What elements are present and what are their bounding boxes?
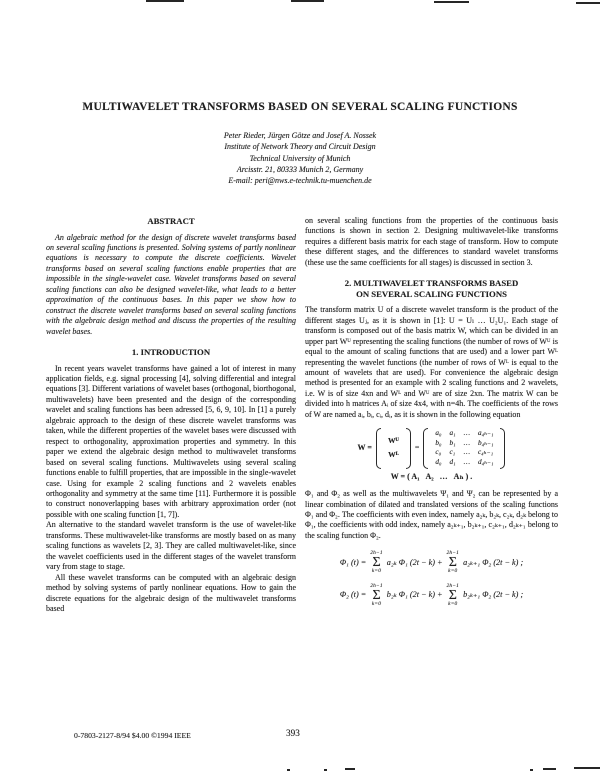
left-paren — [423, 428, 428, 468]
w-upper-lower-stack — [385, 434, 402, 462]
scan-artifact-mark — [146, 0, 184, 2]
scan-artifact-mark — [291, 0, 324, 2]
affiliation-email: E-mail: peri@nws.e-technik.tu-muenchen.de — [228, 176, 372, 186]
affiliation-address: Arcisstr. 21, 80333 Munich 2, Germany — [236, 164, 364, 174]
matrix-cell: c₁ — [449, 448, 456, 457]
matrix-cell: a₁ — [449, 429, 456, 438]
sum-lower-limit: k=0 — [371, 567, 382, 574]
sum-upper-limit: 2h−1 — [370, 550, 383, 557]
sum-lower-limit: k=0 — [448, 600, 458, 607]
abstract-text: An algebraic method for the design of discrete wavelet transforms based on several scaling functions is presented. Solving systems of partly nonlinear equations is necessary to compute the discrete coefficients. Wavelet transforms based on several scaling functions enable properties that are impossible in the single-wavelet case. Wavelet transforms based on several scaling functions can also be designed wavelet-like, what leads to a better approximation of the continuous bases. In this paper we show how to construct the discrete wavelet transforms based on several scaling functions with the algebraic design method and discuss the properties of the resulting wavelet bases. — [46, 232, 296, 336]
eq2-lhs: Φ₂ (t) = — [339, 590, 367, 600]
left-paren — [376, 428, 381, 468]
basis-matrix-equation — [305, 428, 558, 468]
abstract-heading: ABSTRACT — [147, 216, 195, 226]
matrix-cell: a₄ₕ₋₁ — [477, 429, 494, 438]
author-names: Peter Rieder, Jürgen Götze and Josef A. Nossek — [223, 131, 377, 140]
block-matrix-line: W = ( A₁ A₂ … Aₕ ) . — [390, 471, 473, 481]
introduction-paragraph-2: An alternative to the standard wavelet transform is the use of wavelet-like transforms. These multiwavelet-like transforms are mostly based on as many scaling functions as wavelets [2, 3]. They are called multiwavelet-like, since the wavelet coefficients used in the different stages of the wavelet transform vary from stage to stage. — [46, 520, 296, 572]
introduction-paragraph-1: In recent years wavelet transforms have gained a lot of interest in many application fields, e.g. signal processing [4], solving differential and integral equations [3]. Different variations of wavelet bases (orthogonal, biorthogonal, multiwavelets) have been presented and the design of the corresponding wavelet and scaling functions has been adressed [5, 6, 9, 10]. In [1] a purely algebraic approach to the design of these discrete wavelet transforms was taken, while the different properties of the wavelet bases were discussed with respect to orthogonality, approximation properties and symmetry. In this paper we extend the algebraic design method to multiwavelet transforms based on several scaling functions. Multiwavelets using several scaling functions enable to fulfill properties, that are impossible in the single-wavelet case. Using for example 2 scaling functions and 2 wavelets enables orthogonality and symmetry at the same time [11]. Furthermore it is possible to construct nonoverlapping bases with arbitrary approximation order (not possible with one scaling function [1, 7]). — [46, 363, 296, 519]
sigma-icon: Σ — [372, 587, 381, 603]
eq1-term2: a₂ₖ₊₁ Φ₂ (2t − k) ; — [463, 557, 524, 567]
author-block — [0, 130, 600, 186]
introduction-paragraph-3: All these wavelet transforms can be computed with an algebraic design method by solving systems of partly nonlinear equations. How to gain the discrete equations for the algebraic design of the multiwavelet transforms based — [46, 572, 296, 613]
scan-artifact-mark — [530, 769, 533, 771]
sum-lower-limit: k=0 — [448, 567, 458, 574]
paper-title: MULTIWAVELET TRANSFORMS BASED ON SEVERAL SCALING FUNCTIONS — [82, 101, 518, 113]
matrix-lhs: W = — [357, 443, 372, 453]
section2-heading-line1: 2. MULTIWAVELET TRANSFORMS BASED — [344, 278, 519, 289]
scan-artifact-mark — [543, 768, 556, 770]
matrix-cell: b₁ — [449, 438, 456, 447]
summation-symbol — [370, 584, 383, 607]
right-column — [305, 216, 558, 607]
scan-artifact-mark — [287, 769, 290, 771]
sum-upper-limit: 2h−1 — [446, 583, 460, 590]
continued-paragraph: on several scaling functions from the properties of the continuous basis functions is shown in section 2. Designing multiwavelet-like transforms requires a different basis matrix for each stage of transform. How to compute these different stages, and the differences to standard wavelet transforms (these use the same coefficients for all stages) is discussed in section 3. — [305, 216, 558, 267]
matrix-cell: c₄ₕ₋₁ — [477, 448, 494, 457]
sum-lower-limit: k=0 — [371, 600, 382, 607]
scan-artifact-mark — [434, 1, 469, 3]
scaling-equation-2 — [305, 584, 558, 607]
matrix-cell: b₄ₕ₋₁ — [477, 438, 494, 447]
eq1-term1: a₂ₖ Φ₁ (2t − k) + — [386, 557, 443, 567]
sigma-icon: Σ — [372, 554, 381, 570]
matrix-cell: … — [463, 438, 470, 447]
scan-artifact-mark — [576, 2, 600, 4]
matrix-cell: … — [463, 429, 470, 438]
page-number: 393 — [286, 728, 300, 738]
introduction-heading: 1. INTRODUCTION — [131, 347, 211, 358]
section2-heading-line2: ON SEVERAL SCALING FUNCTIONS — [356, 288, 507, 299]
scaling-equation-1 — [305, 551, 558, 574]
matrix-cell: d₁ — [449, 458, 456, 467]
w-lower: Wᴸ — [388, 449, 399, 459]
summation-symbol — [447, 551, 460, 574]
coefficient-matrix — [432, 428, 496, 468]
sum-upper-limit: 2h−1 — [446, 550, 460, 557]
left-column — [46, 216, 296, 614]
matrix-cell: d₀ — [435, 458, 442, 467]
matrix-cell: … — [463, 458, 470, 467]
affiliation-institute: Institute of Network Theory and Circuit Design — [224, 142, 376, 152]
summation-symbol — [370, 551, 383, 574]
scan-artifact-mark — [345, 768, 355, 770]
summation-symbol — [447, 584, 460, 607]
sum-upper-limit: 2h−1 — [370, 583, 383, 590]
sigma-icon: Σ — [448, 587, 457, 603]
section2-paragraph-1: The transform matrix U of a discrete wavelet transform is the product of the different stages Uⱼ, as it is shown in [1]: U = Uₗ … U₂U₁. Each stage of transform is composed out of the basis matrix W, which can be divided in an upper part Wᵁ representing the scaling functions (the number of rows of Wᵁ is equal to the amount of scaling functions that are used) and a lower part Wᴸ representing the wavelet functions (the number of rows of Wᴸ is equal to the amount of wavelets that are used). For convenience the algebraic design method is presented for an example with 2 scaling functions and 2 wavelets, i.e. W is of size 4xn and Wᴸ and Wᵁ are of size 2xn. The matrix W can be divided into h matrices Aᵢ of size 4x4, with n=4h. The coefficients of the rows of W are named aᵢ, bᵢ, cᵢ, dᵢ, as it is shown in the following equation — [305, 305, 558, 419]
right-paren — [406, 428, 411, 468]
w-upper: Wᵁ — [387, 436, 399, 446]
copyright-notice: 0-7803-2127-8/94 $4.00 ©1994 IEEE — [74, 731, 191, 740]
scan-artifact-mark — [324, 769, 327, 771]
matrix-cell: c₀ — [435, 448, 442, 457]
matrix-cell: b₀ — [435, 438, 442, 447]
eq1-lhs: Φ₁ (t) = — [339, 557, 367, 567]
scan-artifact-mark — [574, 767, 600, 769]
section2-heading — [305, 278, 558, 299]
matrix-cell: … — [463, 448, 470, 457]
section2-paragraph-2: Φ₁ and Φ₂ as well as the multiwavelets Ψ₁ and Ψ₂ can be represented by a linear combination of dilated and translated versions of the scaling functions Φ₁ and Φ₂. The coefficients with even index, namely a₂ₖ, b₂ₖ, c₂ₖ, d₂ₖ belong to Φ₁, the coefficients with odd index, namely a₂ₖ₊₁, b₂ₖ₊₁, c₂ₖ₊₁, d₂ₖ₊₁ belong to the scaling function Φ₂. — [305, 489, 558, 540]
affiliation-university: Technical University of Munich — [249, 153, 351, 163]
matrix-equals: = — [414, 443, 420, 453]
eq2-term2: b₂ₖ₊₁ Φ₂ (2t − k) ; — [463, 590, 524, 600]
matrix-cell: d₄ₕ₋₁ — [477, 458, 494, 467]
sigma-icon: Σ — [448, 554, 457, 570]
eq2-term1: b₂ₖ Φ₁ (2t − k) + — [386, 590, 443, 600]
right-paren — [500, 428, 505, 468]
matrix-cell: a₀ — [435, 429, 442, 438]
